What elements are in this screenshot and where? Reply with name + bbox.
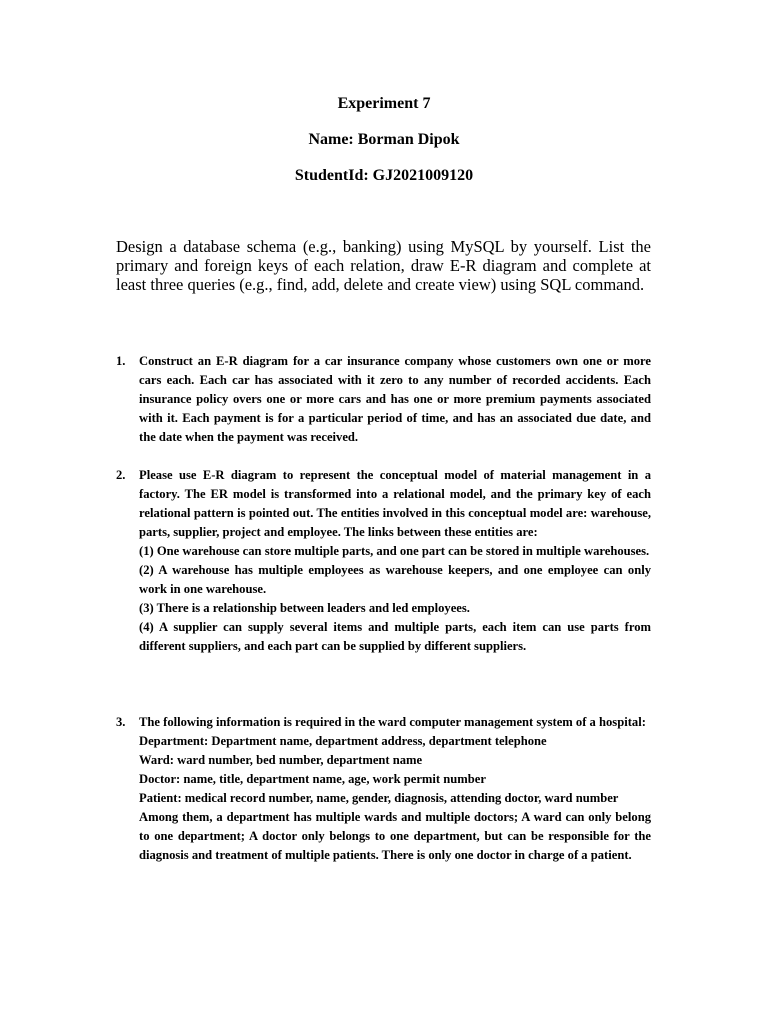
task-paragraph: Among them, a department has multiple wards and multiple doctors; A ward can only belong to one department; A doctor only belongs to one department, but can be responsible for the diagnosis and treatment of multiple patients. There is only one doctor in charge of a patient. [139,810,651,862]
task-paragraph: (3) There is a relationship between leaders and led employees. [139,601,470,615]
task-paragraph: Patient: medical record number, name, gender, diagnosis, attending doctor, ward number [139,791,619,805]
task-body [139,713,651,865]
task-item [116,352,651,447]
task-paragraph: Doctor: name, title, department name, age, work permit number [139,772,486,786]
task-number: 3. [116,715,126,729]
task-paragraph: (1) One warehouse can store multiple parts, and one part can be stored in multiple warehouses. [139,544,650,558]
student-name: Name: Borman Dipok [308,131,460,148]
task-number: 2. [116,468,126,482]
task-paragraph: Construct an E-R diagram for a car insurance company whose customers own one or more cars each. Each car has associated with it zero to any number of recorded accidents. Each insurance policy overs one or more cars and has one or more premium payments associated with it. Each payment is for a particular period of time, and has an associated due date, and the date when the payment was received. [139,354,651,444]
document-title: Experiment 7 [337,95,431,112]
student-id: StudentId: GJ2021009120 [294,167,474,184]
task-item [116,466,651,656]
task-paragraph: (4) A supplier can supply several items and multiple parts, each item can use parts from different suppliers, and each part can be supplied by different suppliers. [139,620,651,653]
task-item [116,713,651,865]
task-paragraph: Please use E-R diagram to represent the conceptual model of material management in a factory. The ER model is transformed into a relational model, and the primary key of each relational pattern is pointed out. The entities involved in this conceptual model are: warehouse, parts, supplier, project and employee. The links between these entities are: [139,468,651,539]
intro-paragraph: Design a database schema (e.g., banking) using MySQL by yourself. List the primary and foreign keys of each relation, draw E-R diagram and complete at least three queries (e.g., find, add, delete and create view) using SQL command. [116,237,651,294]
task-body [139,352,651,447]
task-paragraph: The following information is required in the ward computer management system of a hospital: [139,715,646,729]
task-number: 1. [116,354,126,368]
task-paragraph: Ward: ward number, bed number, department name [139,753,423,767]
task-paragraph: (2) A warehouse has multiple employees as warehouse keepers, and one employee can only work in one warehouse. [139,563,651,596]
task-body [139,466,651,656]
task-paragraph: Department: Department name, department address, department telephone [139,734,547,748]
